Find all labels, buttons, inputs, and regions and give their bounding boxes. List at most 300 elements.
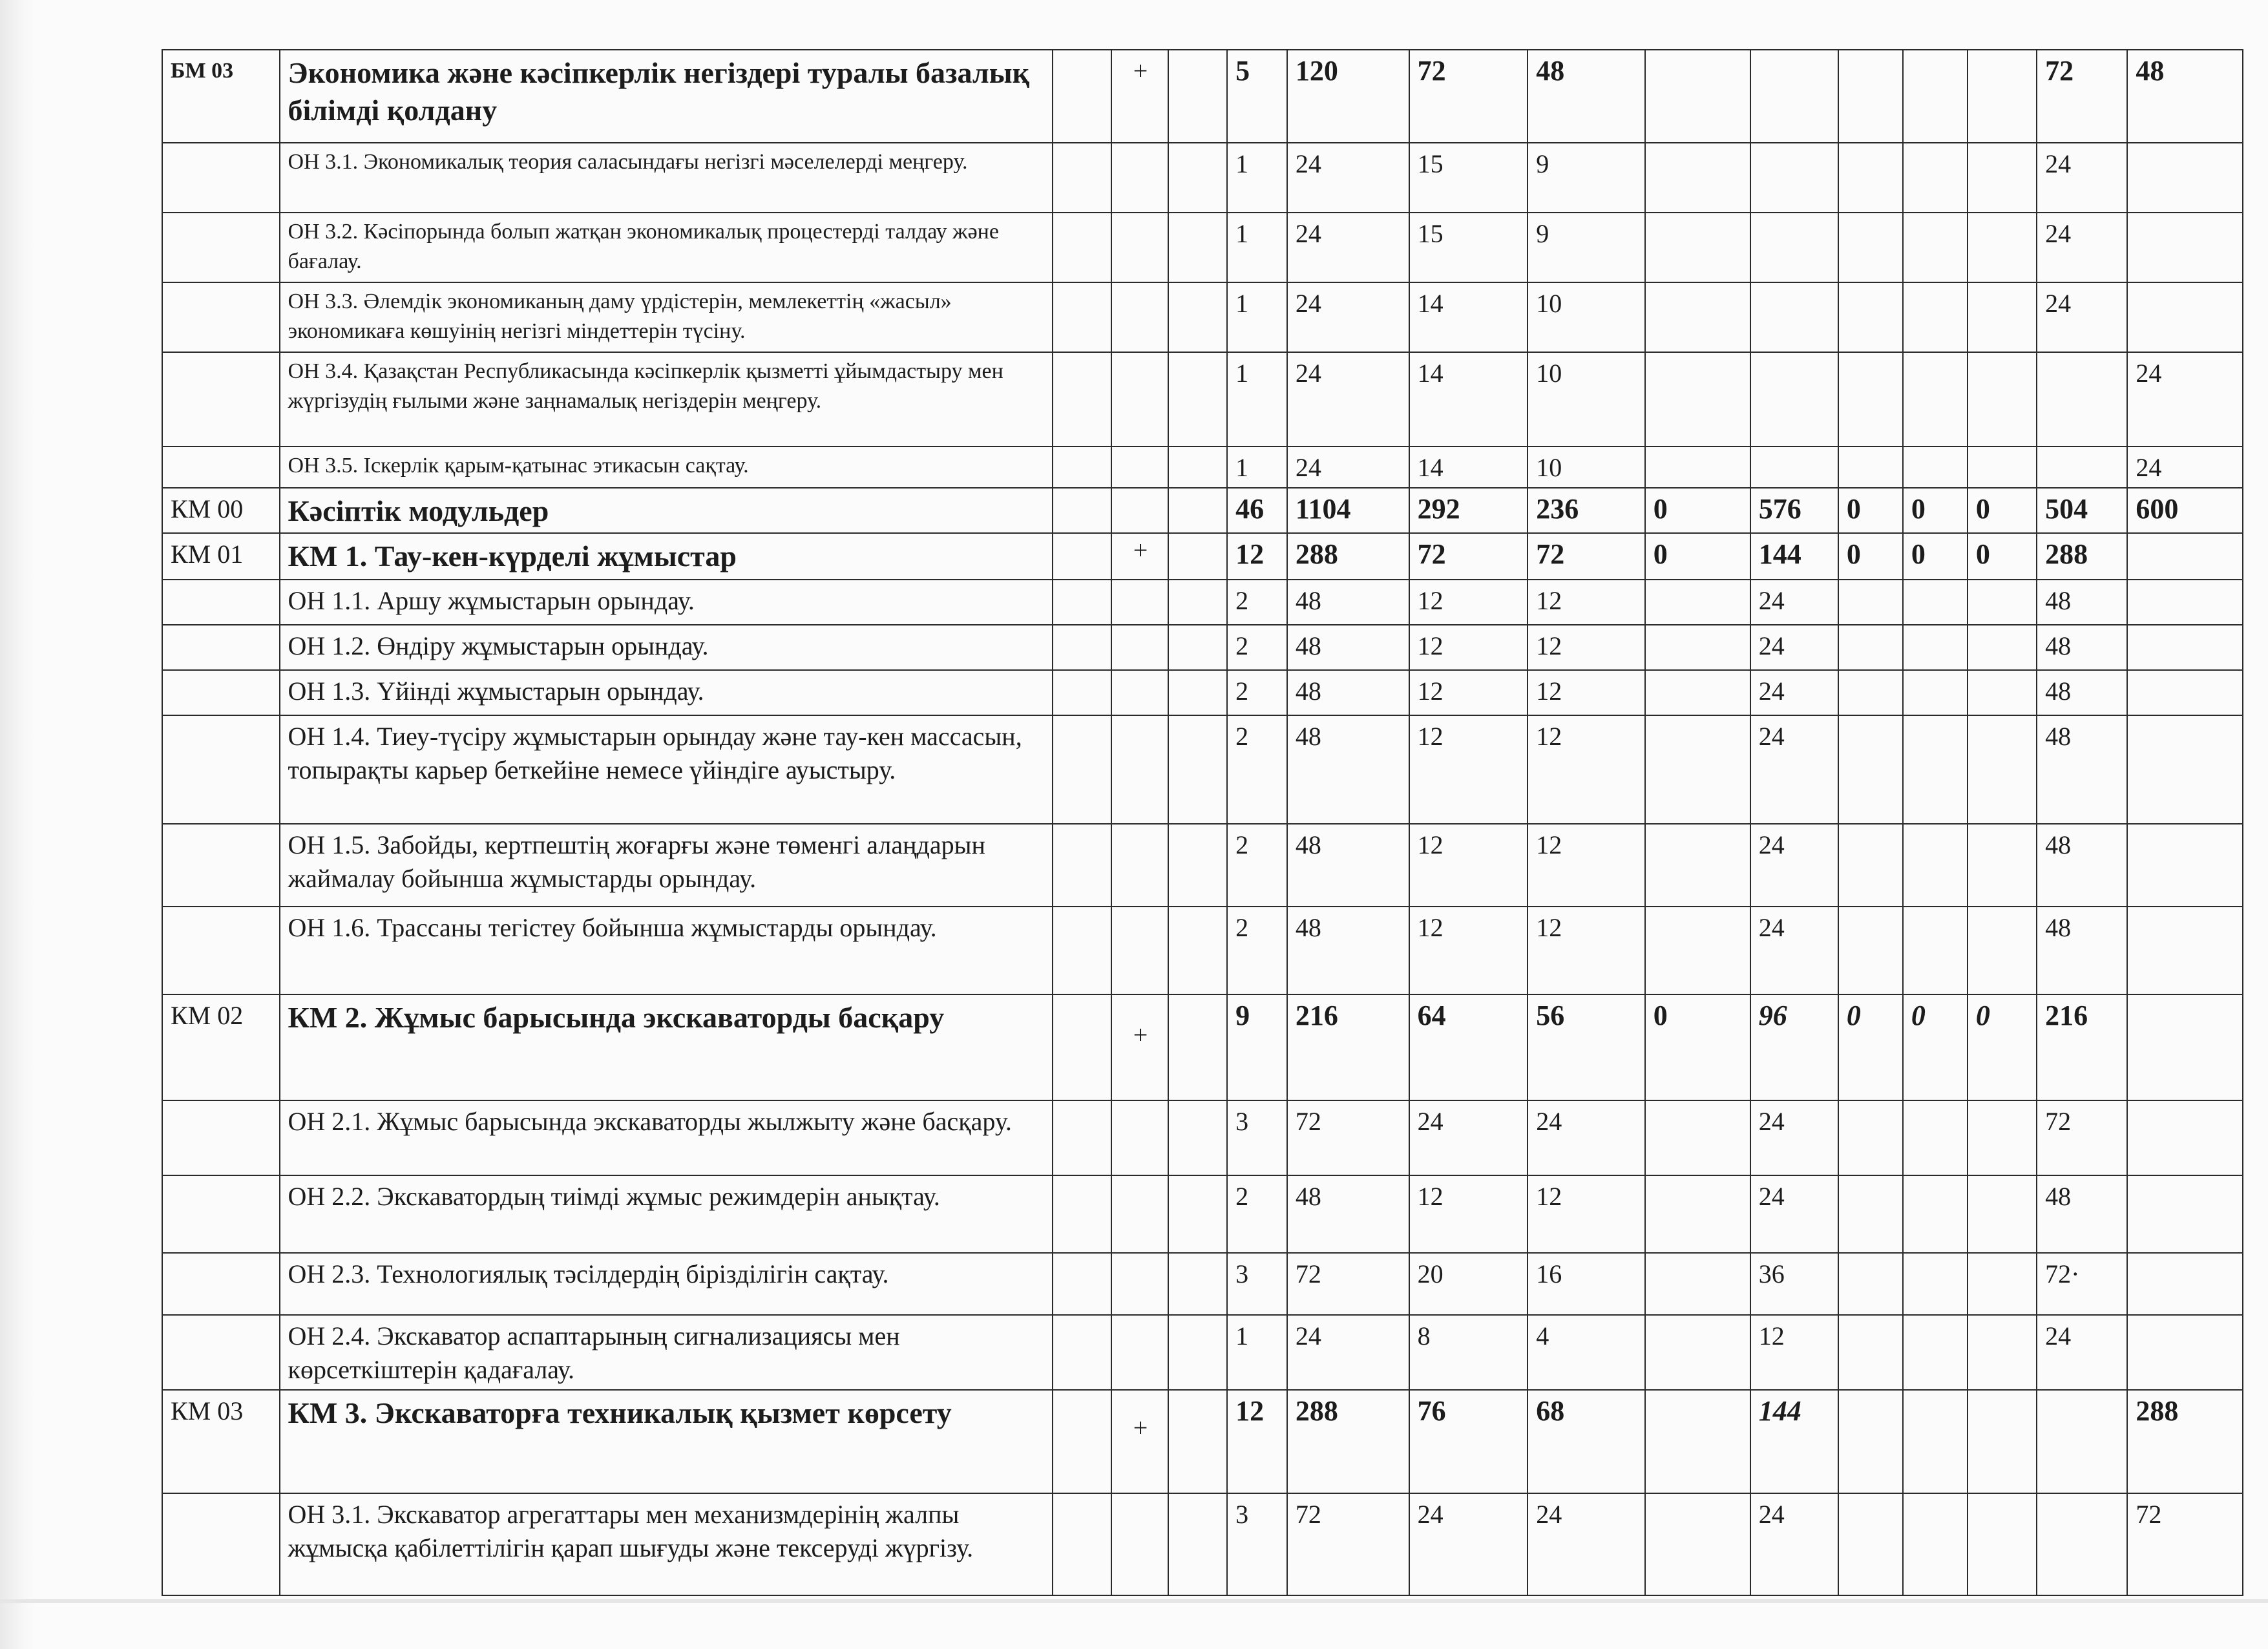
theory-cell: 12 xyxy=(1409,715,1528,824)
empty-cell xyxy=(1168,1390,1227,1493)
col-cell xyxy=(1645,715,1750,824)
total-hours-cell: 48 xyxy=(1287,824,1409,907)
col-cell xyxy=(1903,352,1968,446)
col-cell xyxy=(1968,625,2037,670)
outcome-title: ОН 2.3. Технологиялық тәсілдердің біріздiлігін сақтау. xyxy=(280,1253,1053,1315)
col-cell xyxy=(1750,446,1838,488)
col-cell xyxy=(1903,282,1968,352)
credits-cell: 2 xyxy=(1227,670,1287,715)
module-code: КМ 00 xyxy=(162,488,280,533)
col-cell: 24 xyxy=(1750,580,1838,625)
empty-cell xyxy=(1168,824,1227,907)
col-cell xyxy=(1838,282,1903,352)
outcome-title: ОН 2.2. Экскаватордың тиімді жұмыс режимдерін анықтау. xyxy=(280,1175,1053,1253)
outcome-title: ОН 3.1. Экономикалық теория саласындағы негізгі мәселелерді меңгеру. xyxy=(280,143,1053,213)
semester-cell xyxy=(2127,670,2243,715)
theory-cell: 292 xyxy=(1409,488,1528,533)
col-cell xyxy=(1838,1253,1903,1315)
empty-cell xyxy=(1053,488,1111,533)
col-cell xyxy=(1750,213,1838,282)
total-hours-cell: 24 xyxy=(1287,352,1409,446)
credits-cell: 3 xyxy=(1227,1493,1287,1595)
col-cell: 144 xyxy=(1750,533,1838,580)
outcome-title: ОН 1.6. Трассаны тегістеу бойынша жұмыстарды орындау. xyxy=(280,907,1053,994)
semester-cell xyxy=(2127,1175,2243,1253)
col-cell xyxy=(1903,1315,1968,1390)
theory-cell: 76 xyxy=(1409,1390,1528,1493)
col-cell xyxy=(1903,670,1968,715)
col-cell xyxy=(1750,143,1838,213)
col-cell: 24 xyxy=(1750,907,1838,994)
outcome-title: ОН 1.1. Аршу жұмыстарын орындау. xyxy=(280,580,1053,625)
practice-cell: 10 xyxy=(1528,352,1645,446)
col-cell: 24 xyxy=(1750,715,1838,824)
semester-cell: 24 xyxy=(2037,1315,2127,1390)
practice-cell: 12 xyxy=(1528,670,1645,715)
col-cell: 24 xyxy=(1750,1493,1838,1595)
module-code xyxy=(162,625,280,670)
empty-cell xyxy=(1053,1253,1111,1315)
semester-cell: 24 xyxy=(2037,213,2127,282)
practice-cell: 56 xyxy=(1528,994,1645,1100)
col-cell: 24 xyxy=(1750,670,1838,715)
col-cell xyxy=(1838,670,1903,715)
empty-cell xyxy=(1168,533,1227,580)
col-cell xyxy=(1968,824,2037,907)
col-cell xyxy=(1645,1175,1750,1253)
theory-cell: 12 xyxy=(1409,907,1528,994)
total-hours-cell: 48 xyxy=(1287,715,1409,824)
total-hours-cell: 48 xyxy=(1287,1175,1409,1253)
semester-cell: 48 xyxy=(2127,50,2243,143)
col-cell xyxy=(1903,625,1968,670)
credits-cell: 1 xyxy=(1227,143,1287,213)
col-cell xyxy=(1838,143,1903,213)
semester-cell: 72 xyxy=(2037,1100,2127,1175)
empty-cell xyxy=(1053,143,1111,213)
empty-cell xyxy=(1053,533,1111,580)
empty-cell xyxy=(1053,715,1111,824)
table-row xyxy=(162,213,2243,282)
theory-cell: 14 xyxy=(1409,352,1528,446)
col-cell xyxy=(1968,50,2037,143)
col-cell: 24 xyxy=(1750,1175,1838,1253)
col-cell xyxy=(1838,213,1903,282)
practice-cell: 12 xyxy=(1528,580,1645,625)
col-cell: 0 xyxy=(1968,994,2037,1100)
col-cell xyxy=(1750,282,1838,352)
semester-cell xyxy=(2127,533,2243,580)
semester-cell: 216 xyxy=(2037,994,2127,1100)
credits-cell: 46 xyxy=(1227,488,1287,533)
col-cell xyxy=(1903,1100,1968,1175)
practice-cell: 16 xyxy=(1528,1253,1645,1315)
empty-cell xyxy=(1053,824,1111,907)
practice-cell: 4 xyxy=(1528,1315,1645,1390)
col-cell xyxy=(1838,580,1903,625)
semester-cell: 72· xyxy=(2037,1253,2127,1315)
plus-mark: + xyxy=(1111,50,1169,143)
empty-cell xyxy=(1168,670,1227,715)
table-row xyxy=(162,352,2243,446)
table-row xyxy=(162,670,2243,715)
module-title: КМ 3. Экскаваторға техникалық қызмет көрсету xyxy=(280,1390,1053,1493)
practice-cell: 72 xyxy=(1528,533,1645,580)
theory-cell: 14 xyxy=(1409,446,1528,488)
credits-cell: 2 xyxy=(1227,1175,1287,1253)
plus-mark xyxy=(1111,824,1169,907)
practice-cell: 48 xyxy=(1528,50,1645,143)
empty-cell xyxy=(1053,1100,1111,1175)
col-cell xyxy=(1838,625,1903,670)
outcome-title: ОН 1.3. Үйінді жұмыстарын орындау. xyxy=(280,670,1053,715)
credits-cell: 1 xyxy=(1227,446,1287,488)
empty-cell xyxy=(1053,282,1111,352)
module-code xyxy=(162,670,280,715)
module-code: КМ 02 xyxy=(162,994,280,1100)
col-cell xyxy=(1645,1315,1750,1390)
outcome-title: ОН 2.1. Жұмыс барысында экскаваторды жылжыту және басқару. xyxy=(280,1100,1053,1175)
col-cell xyxy=(1838,352,1903,446)
col-cell: 0 xyxy=(1645,488,1750,533)
table-row xyxy=(162,143,2243,213)
col-cell xyxy=(1903,50,1968,143)
col-cell xyxy=(1838,50,1903,143)
credits-cell: 12 xyxy=(1227,533,1287,580)
col-cell xyxy=(1645,1100,1750,1175)
total-hours-cell: 48 xyxy=(1287,907,1409,994)
table-row xyxy=(162,1100,2243,1175)
empty-cell xyxy=(1053,1315,1111,1390)
table-row xyxy=(162,1315,2243,1390)
module-code xyxy=(162,580,280,625)
module-code xyxy=(162,1253,280,1315)
semester-cell xyxy=(2127,715,2243,824)
col-cell xyxy=(1968,143,2037,213)
total-hours-cell: 72 xyxy=(1287,1493,1409,1595)
module-title: КМ 2. Жұмыс барысында экскаваторды басқару xyxy=(280,994,1053,1100)
col-cell xyxy=(1903,580,1968,625)
col-cell: 0 xyxy=(1838,533,1903,580)
module-code xyxy=(162,1175,280,1253)
empty-cell xyxy=(1053,625,1111,670)
col-cell xyxy=(1838,1493,1903,1595)
total-hours-cell: 216 xyxy=(1287,994,1409,1100)
outcome-title: ОН 3.1. Экскаватор агрегаттары мен механизмдерінің жалпы жұмысқа қабілеттілігін қарап шығуды және тексеруді жүргізу. xyxy=(280,1493,1053,1595)
col-cell: 24 xyxy=(1750,824,1838,907)
practice-cell: 236 xyxy=(1528,488,1645,533)
total-hours-cell: 288 xyxy=(1287,533,1409,580)
semester-cell xyxy=(2127,625,2243,670)
col-cell xyxy=(1645,446,1750,488)
outcome-title: ОН 1.4. Тиеу-түсіру жұмыстарын орындау және тау-кен массасын, топырақты карьер беткейіне немесе үйіндіге ауыстыру. xyxy=(280,715,1053,824)
theory-cell: 15 xyxy=(1409,143,1528,213)
plus-mark xyxy=(1111,1315,1169,1390)
theory-cell: 12 xyxy=(1409,670,1528,715)
practice-cell: 9 xyxy=(1528,143,1645,213)
outcome-title: ОН 1.2. Өндіру жұмыстарын орындау. xyxy=(280,625,1053,670)
col-cell: 576 xyxy=(1750,488,1838,533)
semester-cell: 48 xyxy=(2037,715,2127,824)
semester-cell xyxy=(2127,1315,2243,1390)
practice-cell: 12 xyxy=(1528,907,1645,994)
empty-cell xyxy=(1168,994,1227,1100)
module-code xyxy=(162,1493,280,1595)
semester-cell: 288 xyxy=(2037,533,2127,580)
empty-cell xyxy=(1053,1493,1111,1595)
col-cell xyxy=(1838,446,1903,488)
plus-mark xyxy=(1111,1100,1169,1175)
col-cell xyxy=(1968,715,2037,824)
theory-cell: 24 xyxy=(1409,1100,1528,1175)
empty-cell xyxy=(1168,143,1227,213)
semester-cell xyxy=(2037,352,2127,446)
module-code xyxy=(162,1315,280,1390)
plus-mark xyxy=(1111,1253,1169,1315)
curriculum-table xyxy=(162,49,2243,1596)
empty-cell xyxy=(1168,282,1227,352)
col-cell: 144 xyxy=(1750,1390,1838,1493)
col-cell xyxy=(1838,907,1903,994)
module-code xyxy=(162,824,280,907)
empty-cell xyxy=(1168,1100,1227,1175)
total-hours-cell: 48 xyxy=(1287,580,1409,625)
credits-cell: 2 xyxy=(1227,625,1287,670)
total-hours-cell: 24 xyxy=(1287,446,1409,488)
col-cell xyxy=(1968,352,2037,446)
col-cell xyxy=(1838,1315,1903,1390)
col-cell xyxy=(1903,1390,1968,1493)
col-cell xyxy=(1645,143,1750,213)
table-row xyxy=(162,907,2243,994)
semester-cell xyxy=(2127,907,2243,994)
semester-cell: 504 xyxy=(2037,488,2127,533)
table-row xyxy=(162,282,2243,352)
credits-cell: 1 xyxy=(1227,1315,1287,1390)
empty-cell xyxy=(1168,1315,1227,1390)
col-cell: 0 xyxy=(1903,488,1968,533)
module-title: КМ 1. Тау-кен-күрделі жұмыстар xyxy=(280,533,1053,580)
plus-mark xyxy=(1111,213,1169,282)
credits-cell: 12 xyxy=(1227,1390,1287,1493)
col-cell xyxy=(1968,282,2037,352)
col-cell xyxy=(1968,1493,2037,1595)
col-cell xyxy=(1645,824,1750,907)
outcome-title: ОН 1.5. Забойды, кертпештің жоғарғы және төменгі алаңдарын жаймалау бойынша жұмыстарды орындау. xyxy=(280,824,1053,907)
practice-cell: 12 xyxy=(1528,824,1645,907)
credits-cell: 1 xyxy=(1227,282,1287,352)
practice-cell: 10 xyxy=(1528,282,1645,352)
theory-cell: 72 xyxy=(1409,50,1528,143)
semester-cell xyxy=(2037,1390,2127,1493)
col-cell: 0 xyxy=(1645,994,1750,1100)
col-cell xyxy=(1968,907,2037,994)
empty-cell xyxy=(1168,1175,1227,1253)
theory-cell: 12 xyxy=(1409,824,1528,907)
col-cell xyxy=(1645,352,1750,446)
theory-cell: 64 xyxy=(1409,994,1528,1100)
plus-mark xyxy=(1111,352,1169,446)
col-cell: 0 xyxy=(1838,994,1903,1100)
theory-cell: 14 xyxy=(1409,282,1528,352)
practice-cell: 10 xyxy=(1528,446,1645,488)
module-code xyxy=(162,213,280,282)
practice-cell: 24 xyxy=(1528,1493,1645,1595)
col-cell xyxy=(1750,352,1838,446)
semester-cell: 72 xyxy=(2127,1493,2243,1595)
semester-cell: 48 xyxy=(2037,824,2127,907)
plus-mark xyxy=(1111,1175,1169,1253)
semester-cell: 24 xyxy=(2037,143,2127,213)
col-cell xyxy=(1968,213,2037,282)
table-row-km01 xyxy=(162,533,2243,580)
empty-cell xyxy=(1168,1253,1227,1315)
col-cell: 0 xyxy=(1903,994,1968,1100)
col-cell: 12 xyxy=(1750,1315,1838,1390)
practice-cell: 12 xyxy=(1528,715,1645,824)
empty-cell xyxy=(1168,625,1227,670)
col-cell: 36 xyxy=(1750,1253,1838,1315)
credits-cell: 2 xyxy=(1227,824,1287,907)
col-cell xyxy=(1903,446,1968,488)
empty-cell xyxy=(1168,1493,1227,1595)
outcome-title: ОН 3.5. Іскерлік қарым-қатынас этикасын сақтау. xyxy=(280,446,1053,488)
practice-cell: 68 xyxy=(1528,1390,1645,1493)
semester-cell: 600 xyxy=(2127,488,2243,533)
practice-cell: 12 xyxy=(1528,625,1645,670)
total-hours-cell: 72 xyxy=(1287,1100,1409,1175)
col-cell xyxy=(1903,715,1968,824)
semester-cell xyxy=(2127,143,2243,213)
module-code xyxy=(162,446,280,488)
semester-cell: 288 xyxy=(2127,1390,2243,1493)
plus-mark: + xyxy=(1111,994,1169,1100)
empty-cell xyxy=(1053,446,1111,488)
total-hours-cell: 120 xyxy=(1287,50,1409,143)
theory-cell: 72 xyxy=(1409,533,1528,580)
col-cell: 0 xyxy=(1903,533,1968,580)
plus-mark xyxy=(1111,625,1169,670)
col-cell xyxy=(1903,143,1968,213)
plus-mark xyxy=(1111,282,1169,352)
col-cell xyxy=(1750,50,1838,143)
col-cell xyxy=(1968,670,2037,715)
module-code: БМ 03 xyxy=(162,50,280,143)
col-cell xyxy=(1968,1175,2037,1253)
empty-cell xyxy=(1168,488,1227,533)
col-cell xyxy=(1645,1253,1750,1315)
col-cell xyxy=(1838,1175,1903,1253)
plus-mark xyxy=(1111,488,1169,533)
outcome-title: ОН 3.2. Кәсіпорында болып жатқан экономикалық процестерді талдау және бағалау. xyxy=(280,213,1053,282)
credits-cell: 9 xyxy=(1227,994,1287,1100)
total-hours-cell: 72 xyxy=(1287,1253,1409,1315)
table-row xyxy=(162,446,2243,488)
table-row xyxy=(162,1253,2243,1315)
plus-mark xyxy=(1111,1493,1169,1595)
semester-cell xyxy=(2127,1100,2243,1175)
col-cell xyxy=(1968,1315,2037,1390)
empty-cell xyxy=(1168,213,1227,282)
theory-cell: 12 xyxy=(1409,625,1528,670)
col-cell: 24 xyxy=(1750,1100,1838,1175)
scan-edge-shadow xyxy=(0,0,34,1649)
module-code xyxy=(162,907,280,994)
semester-cell: 24 xyxy=(2037,282,2127,352)
credits-cell: 3 xyxy=(1227,1100,1287,1175)
credits-cell: 2 xyxy=(1227,580,1287,625)
semester-cell: 24 xyxy=(2127,352,2243,446)
plus-mark xyxy=(1111,907,1169,994)
col-cell: 0 xyxy=(1838,488,1903,533)
col-cell xyxy=(1838,715,1903,824)
semester-cell xyxy=(2127,213,2243,282)
col-cell xyxy=(1645,625,1750,670)
empty-cell xyxy=(1053,670,1111,715)
plus-mark xyxy=(1111,670,1169,715)
empty-cell xyxy=(1053,1390,1111,1493)
col-cell xyxy=(1645,580,1750,625)
col-cell: 96 xyxy=(1750,994,1838,1100)
module-code xyxy=(162,143,280,213)
total-hours-cell: 24 xyxy=(1287,282,1409,352)
semester-cell xyxy=(2127,282,2243,352)
practice-cell: 12 xyxy=(1528,1175,1645,1253)
empty-cell xyxy=(1168,352,1227,446)
credits-cell: 2 xyxy=(1227,907,1287,994)
plus-mark: + xyxy=(1111,533,1169,580)
semester-cell xyxy=(2127,994,2243,1100)
empty-cell xyxy=(1053,213,1111,282)
outcome-title: ОН 3.3. Әлемдік экономиканың даму үрдістерін, мемлекеттің «жасыл» экономикаға көшуінің негізгі міндеттерін түсіну. xyxy=(280,282,1053,352)
empty-cell xyxy=(1053,50,1111,143)
semester-cell: 72 xyxy=(2037,50,2127,143)
col-cell xyxy=(1645,213,1750,282)
col-cell xyxy=(1645,670,1750,715)
col-cell: 24 xyxy=(1750,625,1838,670)
semester-cell: 48 xyxy=(2037,907,2127,994)
practice-cell: 24 xyxy=(1528,1100,1645,1175)
semester-cell: 48 xyxy=(2037,580,2127,625)
empty-cell xyxy=(1168,715,1227,824)
module-title: Экономика және кәсіпкерлік негіздері туралы базалық білімді қолдану xyxy=(280,50,1053,143)
col-cell xyxy=(1968,1390,2037,1493)
total-hours-cell: 24 xyxy=(1287,143,1409,213)
theory-cell: 12 xyxy=(1409,580,1528,625)
theory-cell: 20 xyxy=(1409,1253,1528,1315)
empty-cell xyxy=(1053,580,1111,625)
outcome-title: ОН 2.4. Экскаватор аспаптарының сигнализациясы мен көрсеткіштерін қадағалау. xyxy=(280,1315,1053,1390)
module-code xyxy=(162,1100,280,1175)
col-cell xyxy=(1903,824,1968,907)
semester-cell: 48 xyxy=(2037,670,2127,715)
module-code xyxy=(162,715,280,824)
table-row-bm03 xyxy=(162,50,2243,143)
module-title: Кәсіптік модульдер xyxy=(280,488,1053,533)
semester-cell: 48 xyxy=(2037,625,2127,670)
table-row xyxy=(162,715,2243,824)
semester-cell xyxy=(2037,446,2127,488)
col-cell xyxy=(1645,1390,1750,1493)
semester-cell xyxy=(2127,824,2243,907)
col-cell xyxy=(1903,213,1968,282)
empty-cell xyxy=(1168,907,1227,994)
table-row-km02 xyxy=(162,994,2243,1100)
col-cell xyxy=(1645,1493,1750,1595)
credits-cell: 5 xyxy=(1227,50,1287,143)
module-code xyxy=(162,282,280,352)
theory-cell: 15 xyxy=(1409,213,1528,282)
